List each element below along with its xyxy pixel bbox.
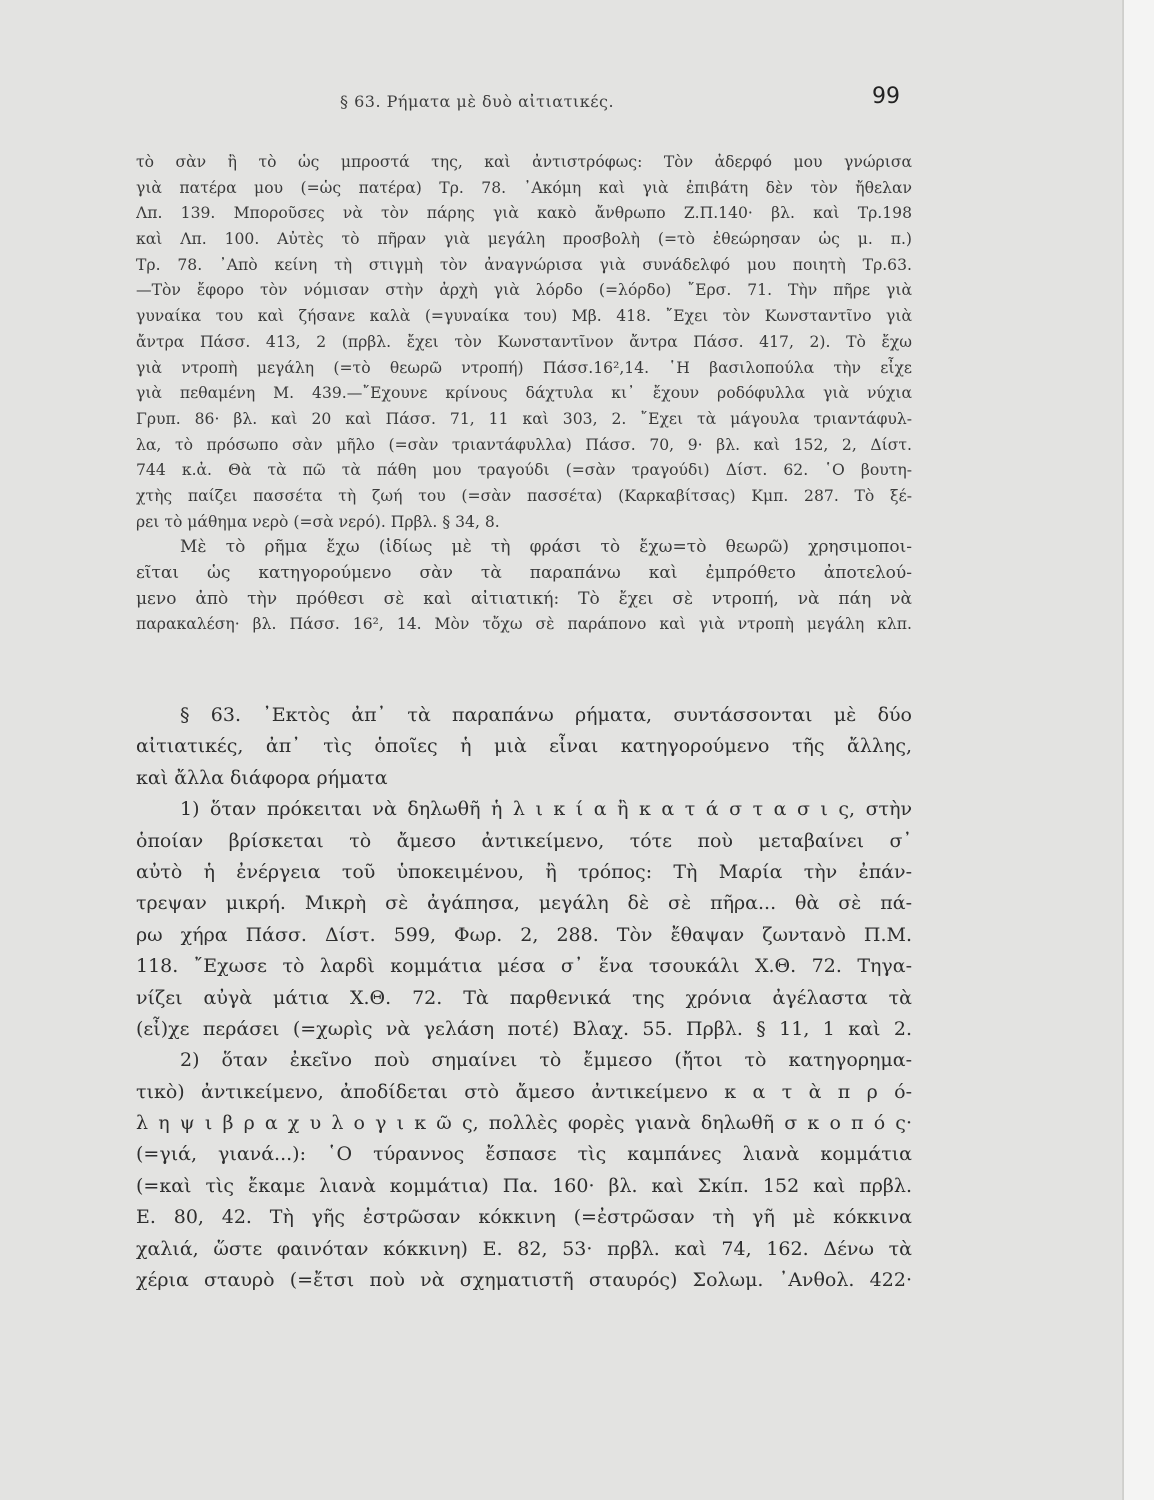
section-heading-line: § 63. ᾿Εκτὸς ἀπ᾿ τὰ παραπάνω ρήματα, συντάσσονται μὲ δύο bbox=[180, 704, 912, 726]
text-line: (εἶ)χε περάσει (=χωρὶς νὰ γελάση ποτέ) Βλαχ. 55. Πρβλ. § 11, 1 καὶ 2. bbox=[136, 1017, 912, 1040]
text-line: χτὴς παίζει πασσέτα τὴ ζωή του (=σὰν πασσέτα) (Καρκαβίτσας) Κμπ. 287. Τὸ ξέ- bbox=[136, 486, 912, 505]
text-line: 2) ὅταν ἐκεῖνο ποὺ σημαίνει τὸ ἔμμεσο (ἤτοι τὸ κατηγορημα- bbox=[180, 1049, 912, 1072]
text-line: ὁποίαν βρίσκεται τὸ ἄμεσο ἀντικείμενο, τότε ποὺ μεταβαίνει σ᾿ bbox=[136, 829, 912, 852]
text-line: 1) ὅταν πρόκειται νὰ δηλωθῆ ἡ λ ι κ ί α ἢ κ α τ ά σ τ α σ ι ς, στὴν bbox=[180, 798, 912, 821]
text-line: εῖται ὡς κατηγορούμενο σὰν τὰ παραπάνω καὶ ἐμπρόθετο ἀποτελού- bbox=[136, 563, 912, 583]
section-63-paragraph bbox=[136, 700, 912, 1296]
text-line: (=γιά, γιανά...): ῾Ο τύραννος ἔσπασε τὶς καμπάνες λιανὰ κομμάτια bbox=[136, 1143, 912, 1166]
text-line: τρεψαν μικρή. Μικρὴ σὲ ἀγάπησα, μεγάλη δὲ σὲ πῆρα... θὰ σὲ πά- bbox=[136, 892, 912, 915]
running-head: § 63. Ρήματα μὲ δυὸ αἰτιατικές. bbox=[340, 92, 615, 111]
text-line: παρακαλέση· βλ. Πάσσ. 16², 14. Μὸν τὄχω σὲ παράπονο καὶ γιὰ ντροπὴ μεγάλη κλπ. bbox=[136, 615, 912, 634]
text-line: μενο ἀπὸ τὴν πρόθεσι σὲ καὶ αἰτιατική: Τὸ ἔχει σὲ ντροπή, νὰ πάη νὰ bbox=[136, 588, 912, 609]
text-line: τικὸ) ἀντικείμενο, ἀποδίδεται στὸ ἄμεσο ἀντικείμενο κ α τ ὰ π ρ ό- bbox=[136, 1080, 912, 1103]
text-line: Λπ. 139. Μπορoῦσες νὰ τὸν πάρης γιὰ κακὸ ἄνθρωπο Ζ.Π.140· βλ. καὶ Τρ.198 bbox=[136, 204, 912, 223]
text-line: λα, τὸ πρόσωπο σὰν μῆλο (=σὰν τριαντάφυλλα) Πάσσ. 70, 9· βλ. καὶ 152, 2, Δίστ. bbox=[136, 435, 912, 454]
text-line: 118. ῎Εχωσε τὸ λαρδὶ κομμάτια μέσα σ᾿ ἕνα τσουκάλι Χ.Θ. 72. Τηγα- bbox=[136, 955, 912, 978]
text-line: γιὰ ντροπὴ μεγάλη (=τὸ θεωρῶ ντροπή) Πάσσ.16²,14. ῾Η βασιλοπούλα τὴν εἶχε bbox=[136, 358, 912, 377]
text-line: —Τὸν ἔφορο τὸν νόμισαν στὴν ἀρχὴ γιὰ λόρδο (=λόρδο) ῎Ερσ. 71. Τὴν πῆρε γιὰ bbox=[136, 281, 912, 300]
continued-paragraph-small-print bbox=[136, 150, 912, 638]
text-line: Τρ. 78. ᾿Απὸ κείνη τὴ στιγμὴ τὸν ἀναγνώρισα γιὰ συνάδελφό μου ποιητὴ Τρ.63. bbox=[136, 255, 912, 274]
text-line: γιὰ πατέρα μου (=ὡς πατέρα) Τρ. 78. ᾿Ακόμη καὶ γιὰ ἐπιβάτη δὲν τὸν ἤθελαν bbox=[136, 178, 912, 197]
text-line: Γρυπ. 86· βλ. καὶ 20 καὶ Πάσσ. 71, 11 καὶ 303, 2. ῎Εχει τὰ μάγουλα τριαντάφυλ- bbox=[136, 409, 912, 428]
text-line: χέρια σταυρὸ (=ἔτσι ποὺ νὰ σχηματιστῆ σταυρός) Σολωμ. ᾿Ανθολ. 422· bbox=[136, 1269, 912, 1292]
text-line: ρω χήρα Πάσσ. Δίστ. 599, Φωρ. 2, 288. Τὸν ἔθαψαν ζωντανὸ Π.Μ. bbox=[136, 923, 912, 946]
page-number: 99 bbox=[872, 84, 900, 109]
text-line: γυναίκα του καὶ ζήσανε καλὰ (=γυναίκα του) Μβ. 418. ῎Εχει τὸν Κωνσταντῖνο γιὰ bbox=[136, 307, 912, 326]
text-line: ρει τὸ μάθημα νερὸ (=σὰ νερό). Πρβλ. § 34, 8. bbox=[136, 512, 500, 531]
text-line: καὶ ἄλλα διάφορα ρήματα bbox=[136, 766, 388, 789]
text-line: Ε. 80, 42. Τὴ γῆς ἐστρῶσαν κόκκινη (=ἐστρῶσαν τὴ γῆ μὲ κόκκινα bbox=[136, 1206, 912, 1229]
text-line: γιὰ πεθαμένη Μ. 439.—῎Εχουνε κρίνους δάχτυλα κι᾿ ἔχουν ροδόφυλλα γιὰ νύχια bbox=[136, 384, 912, 403]
text-line: αἰτιατικές, ἀπ᾿ τὶς ὁποῖες ἡ μιὰ εἶναι κατηγορούμενο τῆς ἄλλης, bbox=[136, 735, 912, 758]
text-line: αὐτὸ ἡ ἐνέργεια τοῦ ὑποκειμένου, ἢ τρόπος: Τὴ Μαρία τὴν ἐπάν- bbox=[136, 860, 912, 883]
text-line: καὶ Λπ. 100. Αὐτὲς τὸ πῆραν γιὰ μεγάλη προσβολὴ (=τὸ ἐθεώρησαν ὡς μ. π.) bbox=[136, 230, 912, 249]
text-line: χαλιά, ὥστε φαινόταν κόκκινη) Ε. 82, 53· πρβλ. καὶ 74, 162. Δένω τὰ bbox=[136, 1237, 912, 1260]
text-line: τὸ σὰν ἢ τὸ ὡς μπροστά της, καὶ ἀντιστρόφως: Τὸν ἀδερφό μου γνώρισα bbox=[136, 153, 912, 171]
text-line: 744 κ.ἀ. Θὰ τὰ πῶ τὰ πάθη μου τραγούδι (=σὰν τραγούδι) Δίστ. 62. ῾Ο βουτη- bbox=[136, 461, 912, 480]
page-margin-strip bbox=[1123, 0, 1154, 1500]
text-line: (=καὶ τὶς ἔκαμε λιανὰ κομμάτια) Πα. 160· βλ. καὶ Σκίπ. 152 καὶ πρβλ. bbox=[136, 1174, 912, 1197]
text-line: λ η ψ ι β ρ α χ υ λ ο γ ι κ ῶ ς, πολλὲς φορὲς γιανὰ δηλωθῆ σ κ ο π ό ς· bbox=[136, 1112, 912, 1135]
text-line: Μὲ τὸ ρῆμα ἔχω (ἰδίως μὲ τὴ φράσι τὸ ἔχω=τὸ θεωρῶ) χρησιμοποι- bbox=[180, 537, 912, 558]
text-line: ἄντρα Πάσσ. 413, 2 (πρβλ. ἔχει τὸν Κωνσταντῖνον ἄντρα Πάσσ. 417, 2). Τὸ ἔχω bbox=[136, 332, 912, 351]
text-line: νίζει αὐγὰ μάτια Χ.Θ. 72. Τὰ παρθενικά της χρόνια ἀγέλαστα τὰ bbox=[136, 986, 912, 1009]
